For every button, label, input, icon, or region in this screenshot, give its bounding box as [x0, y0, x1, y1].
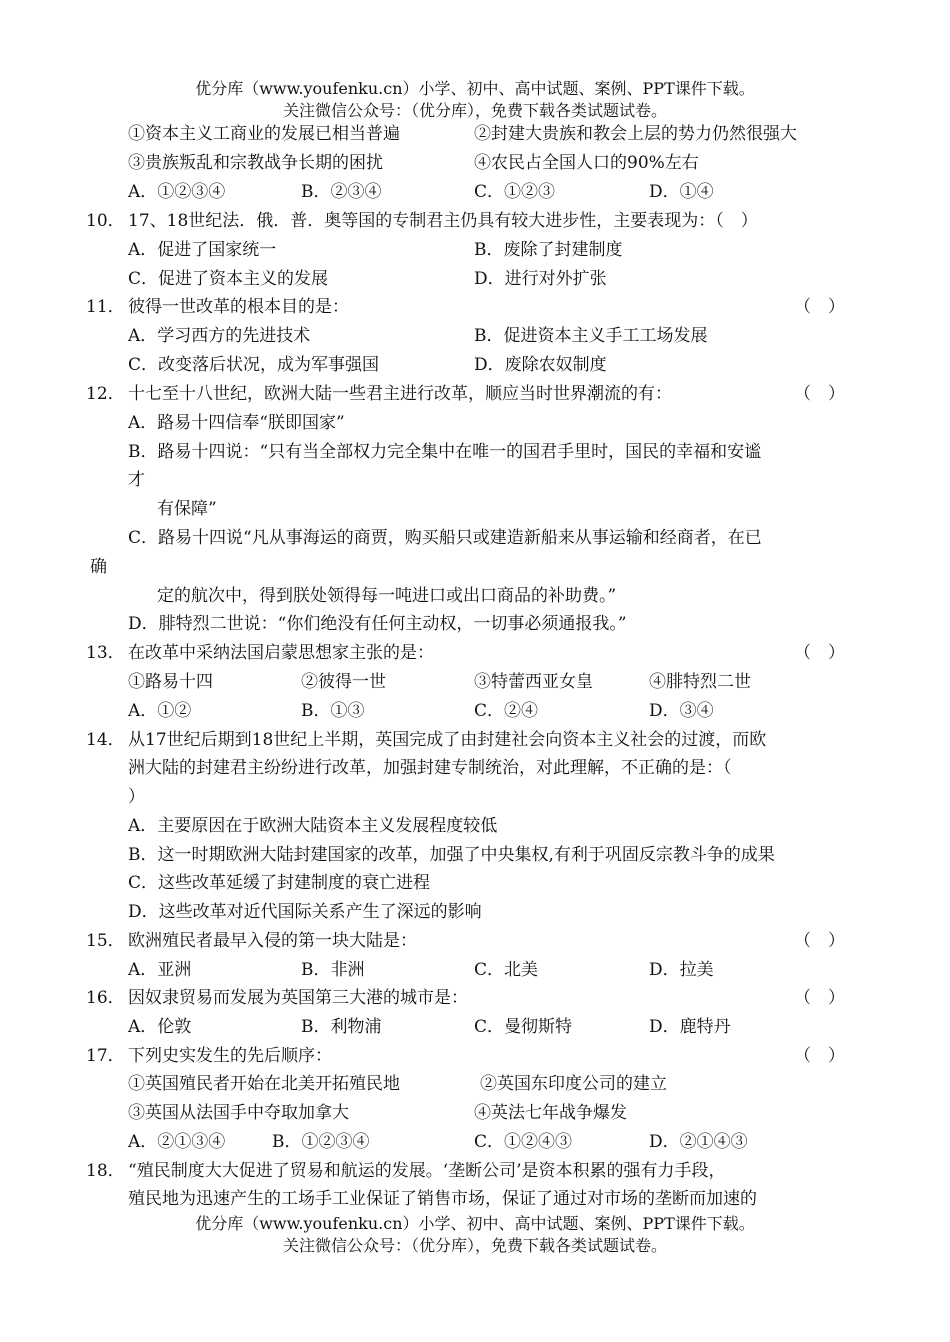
q16-choice-a: A．伦敦: [128, 1017, 192, 1037]
q17-choice-d: D．②①④③: [649, 1132, 748, 1152]
q10-choice-c: C．促进了资本主义的发展: [128, 269, 329, 289]
q9-choice-c: C．①②③: [474, 182, 556, 202]
q17-option-4: ④英法七年战争爆发: [474, 1103, 627, 1123]
q10-choice-d: D．进行对外扩张: [474, 269, 607, 289]
q13-option-4: ④腓特烈二世: [649, 672, 751, 692]
q12-choice-c-wrap: 确: [90, 557, 107, 577]
q17-number: 17．: [86, 1046, 125, 1066]
q13-choice-d: D．③④: [649, 701, 714, 721]
q9-option-2: ②封建大贵族和教会上层的势力仍然很强大: [474, 124, 797, 144]
q16-stem: 因奴隶贸易而发展为英国第三大港的城市是：: [128, 988, 468, 1008]
q17-choice-b: B．①②③④: [272, 1132, 370, 1152]
q17-choice-a: A．②①③④: [128, 1132, 226, 1152]
q12-choice-b-wrap: 才: [128, 470, 145, 490]
q17-choice-c: C．①②④③: [474, 1132, 573, 1152]
q16-number: 16．: [86, 988, 125, 1008]
q15-stem: 欧洲殖民者最早入侵的第一块大陆是：: [128, 931, 417, 951]
q14-number: 14．: [86, 730, 125, 750]
q11-answer-blank: （ ）: [794, 297, 845, 317]
q9-option-1: ①资本主义工商业的发展已相当普遍: [128, 124, 400, 144]
q13-choice-c: C．②④: [474, 701, 539, 721]
q13-choice-b: B．①③: [301, 701, 365, 721]
q12-choice-c-cont: 定的航次中，得到朕处领得每一吨进口或出口商品的补助费。”: [157, 586, 617, 606]
q16-answer-blank: （ ）: [794, 988, 845, 1008]
q11-choice-c: C．改变落后状况，成为军事强国: [128, 355, 380, 375]
q11-number: 11．: [86, 297, 125, 317]
q13-number: 13．: [86, 643, 125, 663]
header-line-1: 优分库（www.youfenku.cn）小学、初中、高中试题、案例、PPT课件下载。: [195, 79, 755, 98]
q17-option-2: ②英国东印度公司的建立: [480, 1074, 667, 1094]
q9-choice-b: B．②③④: [301, 182, 382, 202]
q9-choice-d: D．①④: [649, 182, 714, 202]
q10-choice-b: B．废除了封建制度: [474, 240, 623, 260]
q15-number: 15．: [86, 931, 125, 951]
q14-choice-c: C．这些改革延缓了封建制度的衰亡进程: [128, 873, 431, 893]
q11-choice-d: D．废除农奴制度: [474, 355, 607, 375]
q13-option-1: ①路易十四: [128, 672, 213, 692]
q14-stem-cont: 洲大陆的封建君主纷纷进行改革，加强封建专制统治，对此理解，不正确的是：（: [128, 758, 732, 778]
q12-choice-b: B．路易十四说：“只有当全部权力完全集中在唯一的国君手里时，国民的幸福和安谧: [128, 442, 762, 462]
q16-choice-c: C．曼彻斯特: [474, 1017, 573, 1037]
q13-answer-blank: （ ）: [794, 643, 845, 663]
q15-choice-b: B．非洲: [301, 960, 365, 980]
q9-option-4: ④农民占全国人口的90%左右: [474, 153, 699, 173]
q18-stem-cont: 殖民地为迅速产生的工场手工业保证了销售市场，保证了通过对市场的垄断而加速的: [128, 1189, 757, 1209]
q14-choice-d: D．这些改革对近代国际关系产生了深远的影响: [128, 902, 482, 922]
q17-stem: 下列史实发生的先后顺序：: [128, 1046, 332, 1066]
q14-answer-blank-close: ）: [128, 787, 145, 807]
q12-stem: 十七至十八世纪，欧洲大陆一些君主进行改革，顺应当时世界潮流的有：: [128, 384, 672, 404]
q15-choice-d: D．拉美: [649, 960, 714, 980]
q12-choice-b-cont: 有保障”: [157, 499, 217, 519]
q13-choice-a: A．①②: [128, 701, 192, 721]
q14-stem: 从17世纪后期到18世纪上半期，英国完成了由封建社会向资本主义社会的过渡，而欧: [128, 730, 767, 750]
q9-choice-a: A．①②③④: [128, 182, 226, 202]
q13-option-2: ②彼得一世: [301, 672, 386, 692]
footer-line-2: 关注微信公众号：（优分库），免费下载各类试题试卷。: [282, 1236, 667, 1255]
q14-choice-b: B．这一时期欧洲大陆封建国家的改革，加强了中央集权,有利于巩固反宗教斗争的成果: [128, 845, 775, 865]
q12-choice-d: D．腓特烈二世说：“你们绝没有任何主动权，一切事必须通报我。”: [128, 614, 627, 634]
header-line-2: 关注微信公众号：（优分库），免费下载各类试题试卷。: [282, 101, 667, 120]
q17-option-3: ③英国从法国手中夺取加拿大: [128, 1103, 349, 1123]
q16-choice-b: B．利物浦: [301, 1017, 382, 1037]
q12-answer-blank: （ ）: [794, 384, 845, 404]
q15-answer-blank: （ ）: [794, 931, 845, 951]
q17-option-1: ①英国殖民者开始在北美开拓殖民地: [128, 1074, 400, 1094]
q18-number: 18．: [86, 1161, 125, 1181]
q12-choice-a: A．路易十四信奉“朕即国家”: [128, 413, 345, 433]
q12-choice-c: C．路易十四说“凡从事海运的商贾，购买船只或建造新船来从事运输和经商者，在已: [128, 528, 762, 548]
q11-stem: 彼得一世改革的根本目的是：: [128, 297, 349, 317]
q12-number: 12．: [86, 384, 125, 404]
footer-line-1: 优分库（www.youfenku.cn）小学、初中、高中试题、案例、PPT课件下载。: [195, 1214, 755, 1233]
q18-stem: “殖民制度大大促进了贸易和航运的发展。‘垄断公司’是资本积累的强有力手段，: [128, 1161, 726, 1181]
q16-choice-d: D．鹿特丹: [649, 1017, 731, 1037]
q15-choice-c: C．北美: [474, 960, 539, 980]
q17-answer-blank: （ ）: [794, 1046, 845, 1066]
q9-option-3: ③贵族叛乱和宗教战争长期的困扰: [128, 153, 383, 173]
q15-choice-a: A．亚洲: [128, 960, 192, 980]
q13-stem: 在改革中采纳法国启蒙思想家主张的是：: [128, 643, 434, 663]
q11-choice-b: B．促进资本主义手工工场发展: [474, 326, 708, 346]
q10-choice-a: A．促进了国家统一: [128, 240, 277, 260]
q10-number: 10．: [86, 211, 125, 231]
q10-stem: 17、18世纪法．俄．普．奥等国的专制君主仍具有较大进步性，主要表现为：（ ）: [128, 211, 758, 231]
q11-choice-a: A．学习西方的先进技术: [128, 326, 311, 346]
q14-choice-a: A．主要原因在于欧洲大陆资本主义发展程度较低: [128, 816, 498, 836]
q13-option-3: ③特蕾西亚女皇: [474, 672, 593, 692]
